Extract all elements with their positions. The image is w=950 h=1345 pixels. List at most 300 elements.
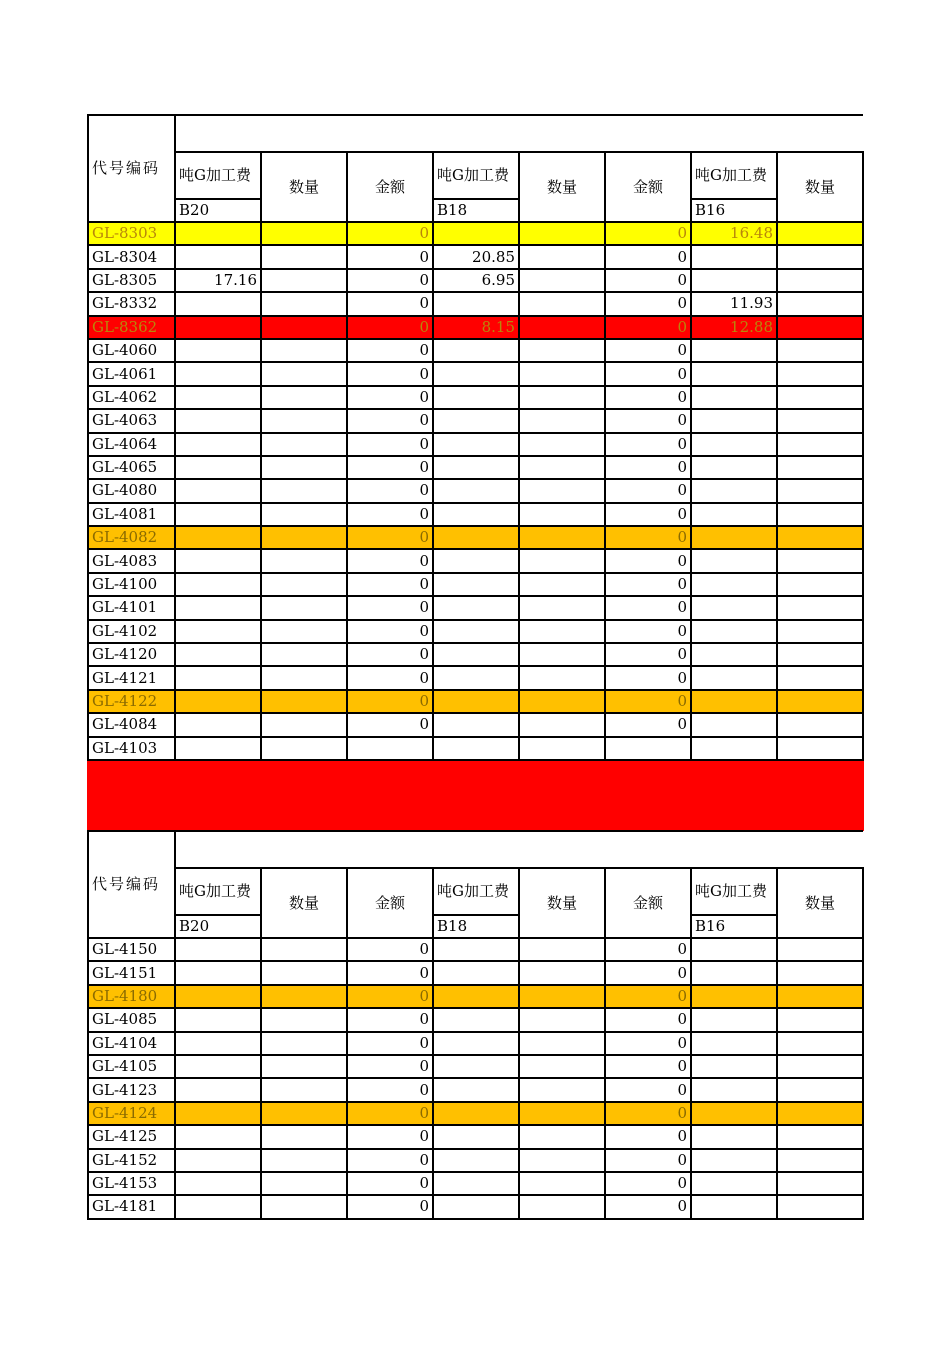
fee-cell[interactable] xyxy=(691,1125,777,1148)
fee-cell[interactable] xyxy=(433,549,519,572)
amount-cell[interactable]: 0 xyxy=(347,713,433,736)
amount-cell[interactable]: 0 xyxy=(347,1078,433,1101)
quantity-cell[interactable] xyxy=(519,1195,605,1218)
quantity-cell[interactable] xyxy=(261,292,347,315)
fee-cell[interactable] xyxy=(433,643,519,666)
fee-cell[interactable] xyxy=(433,433,519,456)
amount-cell[interactable]: 0 xyxy=(347,666,433,689)
quantity-cell[interactable] xyxy=(261,1055,347,1078)
quantity-cell[interactable] xyxy=(519,433,605,456)
fee-cell[interactable] xyxy=(433,938,519,961)
amount-cell[interactable]: 0 xyxy=(347,1172,433,1195)
amount-cell[interactable]: 0 xyxy=(347,386,433,409)
fee-cell[interactable] xyxy=(175,1195,261,1218)
row-code-cell[interactable]: GL-4150 xyxy=(88,938,175,961)
row-code-cell[interactable]: GL-4064 xyxy=(88,433,175,456)
quantity-cell[interactable] xyxy=(261,620,347,643)
amount-cell[interactable]: 0 xyxy=(605,292,691,315)
row-code-cell[interactable]: GL-4083 xyxy=(88,549,175,572)
row-code-cell[interactable]: GL-4153 xyxy=(88,1172,175,1195)
fee-cell[interactable] xyxy=(175,961,261,984)
fee-cell[interactable] xyxy=(175,456,261,479)
amount-cell[interactable]: 0 xyxy=(347,985,433,1008)
fee-cell[interactable] xyxy=(175,1125,261,1148)
quantity-cell[interactable] xyxy=(261,362,347,385)
quantity-cell[interactable] xyxy=(777,549,863,572)
fee-cell[interactable] xyxy=(175,1102,261,1125)
fee-cell[interactable] xyxy=(175,526,261,549)
quantity-cell[interactable] xyxy=(519,985,605,1008)
quantity-cell[interactable] xyxy=(519,573,605,596)
code-column-header[interactable]: 代号编码 xyxy=(88,115,175,222)
quantity-cell[interactable] xyxy=(519,666,605,689)
header-band[interactable] xyxy=(175,831,863,868)
amount-cell[interactable]: 0 xyxy=(347,961,433,984)
quantity-cell[interactable] xyxy=(261,938,347,961)
fee-cell[interactable] xyxy=(175,222,261,245)
quantity-cell[interactable] xyxy=(777,479,863,502)
amount-header[interactable]: 金额 xyxy=(605,152,691,222)
fee-cell[interactable] xyxy=(691,985,777,1008)
amount-cell[interactable]: 0 xyxy=(347,292,433,315)
fee-cell[interactable] xyxy=(175,620,261,643)
fee-cell[interactable] xyxy=(433,1055,519,1078)
row-code-cell[interactable]: GL-8305 xyxy=(88,269,175,292)
fee-cell[interactable] xyxy=(175,737,261,760)
amount-header[interactable]: 金额 xyxy=(347,152,433,222)
amount-cell[interactable]: 0 xyxy=(605,1172,691,1195)
fee-cell[interactable] xyxy=(691,1195,777,1218)
amount-cell[interactable]: 0 xyxy=(605,479,691,502)
fee-cell[interactable]: 16.48 xyxy=(691,222,777,245)
amount-cell[interactable]: 0 xyxy=(347,938,433,961)
fee-cell[interactable] xyxy=(433,456,519,479)
quantity-cell[interactable] xyxy=(777,1125,863,1148)
quantity-cell[interactable] xyxy=(777,713,863,736)
amount-cell[interactable]: 0 xyxy=(605,1032,691,1055)
quantity-cell[interactable] xyxy=(261,713,347,736)
amount-cell[interactable]: 0 xyxy=(347,269,433,292)
header-band[interactable] xyxy=(175,115,863,152)
amount-cell[interactable]: 0 xyxy=(605,409,691,432)
amount-cell[interactable]: 0 xyxy=(605,386,691,409)
quantity-cell[interactable] xyxy=(519,1149,605,1172)
fee-cell[interactable]: 11.93 xyxy=(691,292,777,315)
fee-cell[interactable] xyxy=(175,386,261,409)
code-column-header[interactable]: 代号编码 xyxy=(88,831,175,938)
quantity-cell[interactable] xyxy=(519,1102,605,1125)
amount-cell[interactable]: 0 xyxy=(347,245,433,268)
fee-cell[interactable] xyxy=(691,526,777,549)
fee-cell[interactable] xyxy=(691,690,777,713)
amount-cell[interactable]: 0 xyxy=(347,503,433,526)
amount-cell[interactable]: 0 xyxy=(347,316,433,339)
amount-header[interactable]: 金额 xyxy=(347,868,433,938)
quantity-cell[interactable] xyxy=(261,1172,347,1195)
fee-cell[interactable] xyxy=(691,1172,777,1195)
processing-fee-header[interactable]: 吨G加工费 xyxy=(691,152,777,199)
fee-cell[interactable] xyxy=(175,433,261,456)
fee-cell[interactable] xyxy=(433,596,519,619)
quantity-cell[interactable] xyxy=(261,1032,347,1055)
grade-label[interactable]: B18 xyxy=(433,915,519,938)
quantity-cell[interactable] xyxy=(777,596,863,619)
quantity-cell[interactable] xyxy=(519,245,605,268)
row-code-cell[interactable]: GL-4152 xyxy=(88,1149,175,1172)
quantity-cell[interactable] xyxy=(261,573,347,596)
fee-cell[interactable] xyxy=(175,573,261,596)
quantity-cell[interactable] xyxy=(777,316,863,339)
fee-cell[interactable] xyxy=(433,1008,519,1031)
amount-cell[interactable]: 0 xyxy=(605,938,691,961)
fee-cell[interactable] xyxy=(691,620,777,643)
amount-cell[interactable]: 0 xyxy=(605,526,691,549)
amount-cell[interactable]: 0 xyxy=(605,690,691,713)
fee-cell[interactable] xyxy=(433,1195,519,1218)
processing-fee-header[interactable]: 吨G加工费 xyxy=(175,868,261,915)
fee-cell[interactable] xyxy=(691,549,777,572)
amount-cell[interactable]: 0 xyxy=(605,1149,691,1172)
quantity-header[interactable]: 数量 xyxy=(777,868,863,938)
fee-cell[interactable] xyxy=(691,737,777,760)
fee-cell[interactable] xyxy=(691,596,777,619)
fee-cell[interactable]: 17.16 xyxy=(175,269,261,292)
row-code-cell[interactable]: GL-4062 xyxy=(88,386,175,409)
fee-cell[interactable] xyxy=(691,643,777,666)
fee-cell[interactable] xyxy=(691,1078,777,1101)
quantity-cell[interactable] xyxy=(777,690,863,713)
fee-cell[interactable] xyxy=(691,1149,777,1172)
quantity-cell[interactable] xyxy=(261,666,347,689)
quantity-cell[interactable] xyxy=(519,549,605,572)
quantity-cell[interactable] xyxy=(777,456,863,479)
row-code-cell[interactable]: GL-8362 xyxy=(88,316,175,339)
quantity-cell[interactable] xyxy=(519,620,605,643)
amount-cell[interactable]: 0 xyxy=(347,1149,433,1172)
quantity-cell[interactable] xyxy=(777,292,863,315)
quantity-cell[interactable] xyxy=(777,1195,863,1218)
fee-cell[interactable] xyxy=(175,292,261,315)
quantity-cell[interactable] xyxy=(261,690,347,713)
amount-cell[interactable]: 0 xyxy=(605,222,691,245)
fee-cell[interactable] xyxy=(691,362,777,385)
quantity-cell[interactable] xyxy=(777,1055,863,1078)
amount-cell[interactable]: 0 xyxy=(605,433,691,456)
processing-fee-header[interactable]: 吨G加工费 xyxy=(433,152,519,199)
row-code-cell[interactable]: GL-4081 xyxy=(88,503,175,526)
row-code-cell[interactable]: GL-4102 xyxy=(88,620,175,643)
quantity-cell[interactable] xyxy=(519,1032,605,1055)
quantity-cell[interactable] xyxy=(519,386,605,409)
quantity-header[interactable]: 数量 xyxy=(777,152,863,222)
quantity-header[interactable]: 数量 xyxy=(519,868,605,938)
row-code-cell[interactable]: GL-4082 xyxy=(88,526,175,549)
fee-cell[interactable] xyxy=(175,479,261,502)
fee-cell[interactable] xyxy=(433,526,519,549)
amount-cell[interactable]: 0 xyxy=(605,1008,691,1031)
fee-cell[interactable] xyxy=(175,713,261,736)
fee-cell[interactable] xyxy=(175,316,261,339)
fee-cell[interactable] xyxy=(433,479,519,502)
row-code-cell[interactable]: GL-4105 xyxy=(88,1055,175,1078)
fee-cell[interactable] xyxy=(433,1149,519,1172)
amount-cell[interactable]: 0 xyxy=(347,479,433,502)
amount-cell[interactable]: 0 xyxy=(347,690,433,713)
quantity-cell[interactable] xyxy=(519,643,605,666)
fee-cell[interactable] xyxy=(175,339,261,362)
quantity-cell[interactable] xyxy=(261,503,347,526)
quantity-cell[interactable] xyxy=(777,503,863,526)
amount-cell[interactable]: 0 xyxy=(605,269,691,292)
fee-cell[interactable] xyxy=(691,503,777,526)
amount-cell[interactable]: 0 xyxy=(347,409,433,432)
quantity-cell[interactable] xyxy=(777,737,863,760)
amount-cell[interactable]: 0 xyxy=(605,985,691,1008)
amount-cell[interactable]: 0 xyxy=(605,456,691,479)
quantity-cell[interactable] xyxy=(519,961,605,984)
amount-cell[interactable]: 0 xyxy=(605,666,691,689)
row-code-cell[interactable]: GL-4180 xyxy=(88,985,175,1008)
fee-cell[interactable] xyxy=(433,1078,519,1101)
quantity-cell[interactable] xyxy=(261,245,347,268)
fee-cell[interactable] xyxy=(691,1032,777,1055)
fee-cell[interactable] xyxy=(175,1078,261,1101)
quantity-cell[interactable] xyxy=(777,386,863,409)
amount-cell[interactable]: 0 xyxy=(347,620,433,643)
row-code-cell[interactable]: GL-4124 xyxy=(88,1102,175,1125)
fee-cell[interactable] xyxy=(691,1102,777,1125)
amount-cell[interactable]: 0 xyxy=(347,1195,433,1218)
amount-cell[interactable]: 0 xyxy=(347,339,433,362)
quantity-cell[interactable] xyxy=(261,339,347,362)
amount-cell[interactable]: 0 xyxy=(347,596,433,619)
quantity-cell[interactable] xyxy=(519,713,605,736)
grade-label[interactable]: B20 xyxy=(175,199,261,222)
quantity-cell[interactable] xyxy=(519,1078,605,1101)
fee-cell[interactable] xyxy=(433,292,519,315)
quantity-cell[interactable] xyxy=(777,1078,863,1101)
quantity-cell[interactable] xyxy=(261,1125,347,1148)
quantity-cell[interactable] xyxy=(519,690,605,713)
fee-cell[interactable] xyxy=(433,386,519,409)
fee-cell[interactable] xyxy=(433,409,519,432)
fee-cell[interactable] xyxy=(433,961,519,984)
quantity-cell[interactable] xyxy=(777,269,863,292)
quantity-cell[interactable] xyxy=(519,526,605,549)
fee-cell[interactable] xyxy=(691,479,777,502)
fee-cell[interactable] xyxy=(433,713,519,736)
fee-cell[interactable] xyxy=(433,620,519,643)
quantity-cell[interactable] xyxy=(519,938,605,961)
quantity-cell[interactable] xyxy=(519,362,605,385)
amount-cell[interactable]: 0 xyxy=(605,362,691,385)
row-code-cell[interactable]: GL-4080 xyxy=(88,479,175,502)
quantity-cell[interactable] xyxy=(777,961,863,984)
quantity-cell[interactable] xyxy=(777,938,863,961)
quantity-cell[interactable] xyxy=(777,362,863,385)
quantity-cell[interactable] xyxy=(777,573,863,596)
fee-cell[interactable] xyxy=(175,362,261,385)
amount-cell[interactable]: 0 xyxy=(347,1008,433,1031)
fee-cell[interactable] xyxy=(175,245,261,268)
row-code-cell[interactable]: GL-4065 xyxy=(88,456,175,479)
fee-cell[interactable] xyxy=(433,339,519,362)
grade-label[interactable]: B20 xyxy=(175,915,261,938)
quantity-cell[interactable] xyxy=(519,1055,605,1078)
quantity-cell[interactable] xyxy=(777,409,863,432)
amount-cell[interactable]: 0 xyxy=(347,573,433,596)
quantity-cell[interactable] xyxy=(777,1032,863,1055)
fee-cell[interactable]: 8.15 xyxy=(433,316,519,339)
fee-cell[interactable] xyxy=(691,245,777,268)
amount-header[interactable]: 金额 xyxy=(605,868,691,938)
amount-cell[interactable]: 0 xyxy=(605,1125,691,1148)
amount-cell[interactable]: 0 xyxy=(605,1102,691,1125)
quantity-cell[interactable] xyxy=(261,1078,347,1101)
fee-cell[interactable] xyxy=(691,456,777,479)
amount-cell[interactable]: 0 xyxy=(605,1078,691,1101)
quantity-cell[interactable] xyxy=(261,1149,347,1172)
grade-label[interactable]: B16 xyxy=(691,915,777,938)
fee-cell[interactable] xyxy=(691,573,777,596)
fee-cell[interactable]: 6.95 xyxy=(433,269,519,292)
fee-cell[interactable] xyxy=(175,643,261,666)
fee-cell[interactable] xyxy=(433,985,519,1008)
quantity-cell[interactable] xyxy=(519,1008,605,1031)
fee-cell[interactable] xyxy=(433,503,519,526)
quantity-cell[interactable] xyxy=(261,386,347,409)
amount-cell[interactable] xyxy=(605,737,691,760)
fee-cell[interactable] xyxy=(691,269,777,292)
row-code-cell[interactable]: GL-4104 xyxy=(88,1032,175,1055)
quantity-cell[interactable] xyxy=(519,339,605,362)
quantity-cell[interactable] xyxy=(261,1008,347,1031)
quantity-cell[interactable] xyxy=(261,549,347,572)
row-code-cell[interactable]: GL-4181 xyxy=(88,1195,175,1218)
fee-cell[interactable] xyxy=(175,409,261,432)
row-code-cell[interactable]: GL-4100 xyxy=(88,573,175,596)
quantity-cell[interactable] xyxy=(261,433,347,456)
fee-cell[interactable] xyxy=(175,1055,261,1078)
fee-cell[interactable] xyxy=(691,713,777,736)
quantity-cell[interactable] xyxy=(519,222,605,245)
quantity-cell[interactable] xyxy=(261,222,347,245)
quantity-header[interactable]: 数量 xyxy=(519,152,605,222)
quantity-cell[interactable] xyxy=(261,643,347,666)
fee-cell[interactable] xyxy=(175,503,261,526)
quantity-header[interactable]: 数量 xyxy=(261,868,347,938)
row-code-cell[interactable]: GL-4123 xyxy=(88,1078,175,1101)
amount-cell[interactable]: 0 xyxy=(605,961,691,984)
processing-fee-header[interactable]: 吨G加工费 xyxy=(691,868,777,915)
fee-cell[interactable] xyxy=(433,737,519,760)
quantity-cell[interactable] xyxy=(777,643,863,666)
quantity-cell[interactable] xyxy=(261,737,347,760)
fee-cell[interactable] xyxy=(175,666,261,689)
quantity-cell[interactable] xyxy=(261,316,347,339)
fee-cell[interactable] xyxy=(433,1102,519,1125)
quantity-cell[interactable] xyxy=(519,737,605,760)
quantity-cell[interactable] xyxy=(777,1102,863,1125)
fee-cell[interactable] xyxy=(175,1149,261,1172)
quantity-cell[interactable] xyxy=(261,1102,347,1125)
row-code-cell[interactable]: GL-8304 xyxy=(88,245,175,268)
fee-cell[interactable]: 20.85 xyxy=(433,245,519,268)
quantity-cell[interactable] xyxy=(777,1172,863,1195)
amount-cell[interactable]: 0 xyxy=(347,1102,433,1125)
quantity-cell[interactable] xyxy=(519,1172,605,1195)
quantity-cell[interactable] xyxy=(777,339,863,362)
amount-cell[interactable]: 0 xyxy=(605,1055,691,1078)
quantity-cell[interactable] xyxy=(777,222,863,245)
fee-cell[interactable] xyxy=(433,666,519,689)
amount-cell[interactable]: 0 xyxy=(347,1055,433,1078)
amount-cell[interactable]: 0 xyxy=(347,549,433,572)
fee-cell[interactable] xyxy=(691,386,777,409)
amount-cell[interactable]: 0 xyxy=(347,643,433,666)
row-code-cell[interactable]: GL-4122 xyxy=(88,690,175,713)
fee-cell[interactable] xyxy=(691,1008,777,1031)
fee-cell[interactable] xyxy=(433,1172,519,1195)
quantity-cell[interactable] xyxy=(519,479,605,502)
amount-cell[interactable]: 0 xyxy=(347,222,433,245)
quantity-cell[interactable] xyxy=(261,269,347,292)
amount-cell[interactable]: 0 xyxy=(605,503,691,526)
fee-cell[interactable]: 12.88 xyxy=(691,316,777,339)
row-code-cell[interactable]: GL-4151 xyxy=(88,961,175,984)
row-code-cell[interactable]: GL-8303 xyxy=(88,222,175,245)
fee-cell[interactable] xyxy=(433,222,519,245)
row-code-cell[interactable]: GL-4085 xyxy=(88,1008,175,1031)
quantity-cell[interactable] xyxy=(519,456,605,479)
fee-cell[interactable] xyxy=(175,1172,261,1195)
row-code-cell[interactable]: GL-4101 xyxy=(88,596,175,619)
quantity-cell[interactable] xyxy=(519,503,605,526)
fee-cell[interactable] xyxy=(175,985,261,1008)
amount-cell[interactable]: 0 xyxy=(605,573,691,596)
amount-cell[interactable]: 0 xyxy=(347,362,433,385)
amount-cell[interactable]: 0 xyxy=(347,433,433,456)
fee-cell[interactable] xyxy=(691,961,777,984)
amount-cell[interactable]: 0 xyxy=(605,339,691,362)
amount-cell[interactable]: 0 xyxy=(605,643,691,666)
amount-cell[interactable]: 0 xyxy=(605,713,691,736)
fee-cell[interactable] xyxy=(691,409,777,432)
fee-cell[interactable] xyxy=(691,666,777,689)
fee-cell[interactable] xyxy=(175,1008,261,1031)
row-code-cell[interactable]: GL-4120 xyxy=(88,643,175,666)
fee-cell[interactable] xyxy=(175,938,261,961)
amount-cell[interactable]: 0 xyxy=(605,245,691,268)
row-code-cell[interactable]: GL-4121 xyxy=(88,666,175,689)
amount-cell[interactable]: 0 xyxy=(347,1125,433,1148)
fee-cell[interactable] xyxy=(433,362,519,385)
fee-cell[interactable] xyxy=(175,549,261,572)
quantity-cell[interactable] xyxy=(261,985,347,1008)
quantity-cell[interactable] xyxy=(519,409,605,432)
quantity-cell[interactable] xyxy=(261,409,347,432)
row-code-cell[interactable]: GL-4125 xyxy=(88,1125,175,1148)
quantity-cell[interactable] xyxy=(777,1008,863,1031)
quantity-cell[interactable] xyxy=(777,433,863,456)
grade-label[interactable]: B18 xyxy=(433,199,519,222)
fee-cell[interactable] xyxy=(175,596,261,619)
row-code-cell[interactable]: GL-4061 xyxy=(88,362,175,385)
fee-cell[interactable] xyxy=(175,1032,261,1055)
amount-cell[interactable] xyxy=(347,737,433,760)
quantity-cell[interactable] xyxy=(519,596,605,619)
fee-cell[interactable] xyxy=(175,690,261,713)
